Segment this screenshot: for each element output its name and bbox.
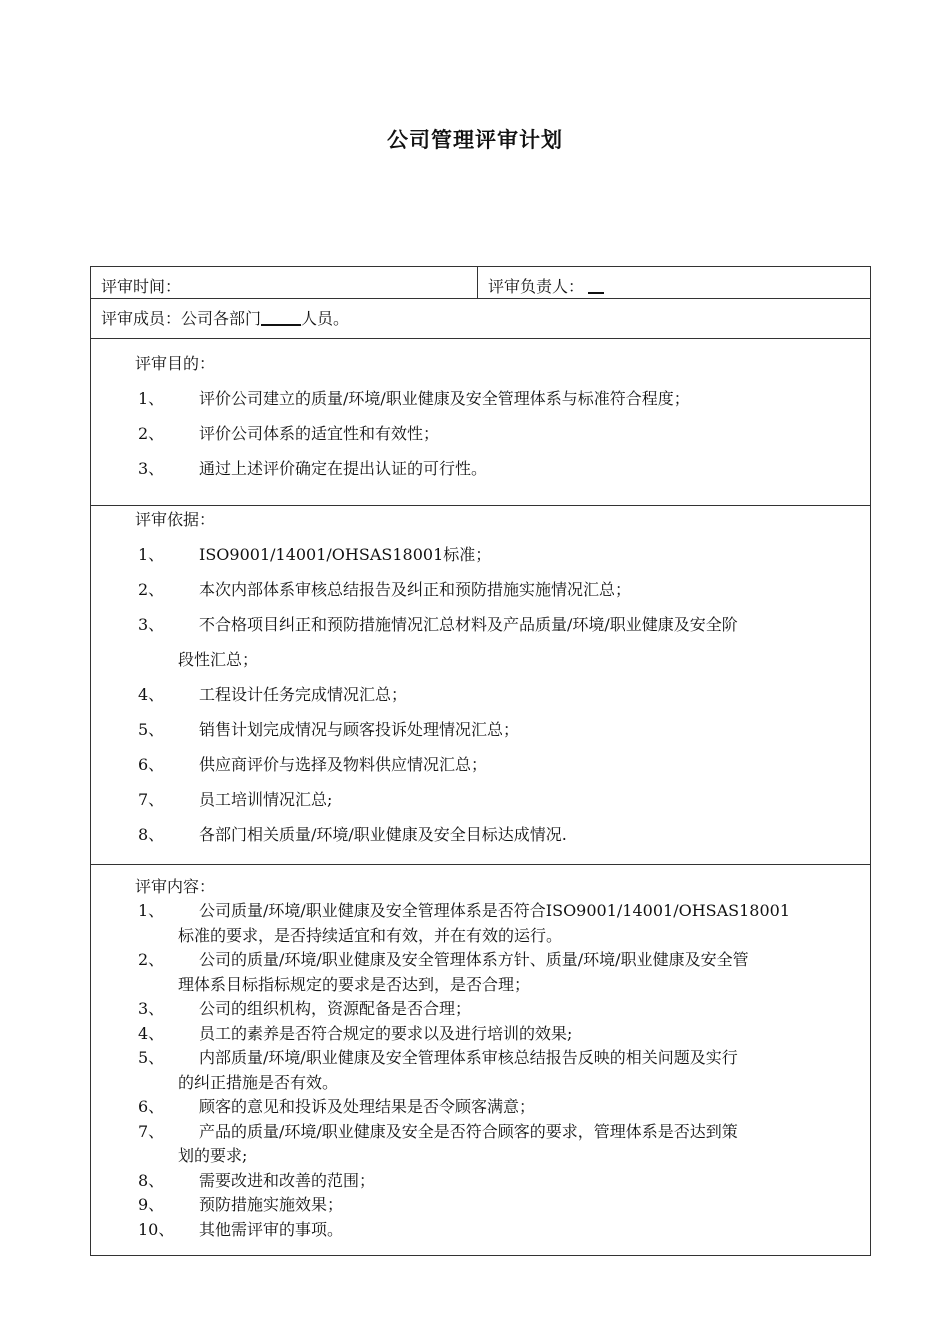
item-text: 需要改进和改善的范围； — [199, 1170, 376, 1190]
list-item — [101, 718, 860, 742]
list-item — [101, 422, 860, 446]
item-number: 3、 — [138, 999, 165, 1018]
review-plan-table — [90, 266, 871, 1256]
list-item — [101, 1218, 860, 1243]
document-title: 公司管理评审计划 — [387, 128, 563, 152]
list-item — [101, 1095, 860, 1120]
list-item — [101, 387, 860, 411]
item-text: 不合格项目纠正和预防措施情况汇总材料及产品质量/环境/职业健康及安全阶 — [199, 615, 738, 634]
list-item — [101, 683, 860, 707]
item-number: 2、 — [138, 424, 165, 443]
list-item — [101, 613, 860, 637]
item-number: 1、 — [138, 901, 165, 920]
members-row — [91, 299, 871, 339]
item-number: 3、 — [138, 615, 165, 634]
item-number: 1、 — [138, 389, 165, 408]
item-number: 7、 — [138, 1121, 165, 1141]
item-text: 评价公司建立的质量/环境/职业健康及安全管理体系与标准符合程度； — [199, 389, 690, 408]
item-text: 评价公司体系的适宜性和有效性； — [199, 424, 440, 443]
item-text: 通过上述评价确定在提出认证的可行性。 — [199, 459, 488, 478]
item-continuation: 划的要求; — [178, 1146, 248, 1165]
review-time-cell — [91, 267, 478, 299]
item-text: 员工的素养是否符合规定的要求以及进行培训的效果; — [199, 1023, 573, 1043]
list-item — [101, 899, 860, 924]
item-text: 工程设计任务完成情况汇总； — [199, 685, 408, 704]
review-owner-cell — [478, 267, 871, 299]
item-number: 7、 — [138, 790, 165, 809]
content-section — [91, 865, 871, 1256]
review-time-label: 评审时间： — [101, 277, 182, 296]
item-number: 2、 — [138, 580, 165, 599]
item-number: 1、 — [138, 545, 165, 564]
item-number: 5、 — [138, 720, 165, 739]
list-item — [101, 1169, 860, 1194]
item-text: 各部门相关质量/环境/职业健康及安全目标达成情况. — [199, 825, 567, 844]
item-text: 供应商评价与选择及物料供应情况汇总； — [199, 755, 488, 774]
list-item — [101, 578, 860, 602]
list-item — [101, 1046, 860, 1071]
item-number: 6、 — [138, 755, 165, 774]
basis-section — [91, 506, 871, 865]
item-number: 5、 — [138, 1048, 165, 1067]
item-text: ISO9001/14001/OHSAS18001标准； — [199, 545, 492, 564]
item-text: 本次内部体系审核总结报告及纠正和预防措施实施情况汇总； — [199, 580, 632, 599]
list-item — [101, 948, 860, 973]
item-number: 6、 — [138, 1097, 165, 1116]
item-number: 8、 — [138, 1170, 165, 1190]
purpose-heading: 评审目的： — [135, 354, 216, 373]
item-text: 公司质量/环境/职业健康及安全管理体系是否符合ISO9001/14001/OHSAS18001 — [199, 901, 791, 920]
owner-blank-line — [588, 276, 604, 294]
list-item — [101, 543, 860, 567]
members-cell — [91, 299, 871, 339]
list-item — [101, 457, 860, 481]
list-item — [101, 997, 860, 1022]
item-number: 4、 — [138, 1023, 165, 1043]
item-number: 8、 — [138, 825, 165, 844]
item-continuation: 理体系目标指标规定的要求是否达到，是否合理； — [178, 974, 531, 994]
members-prefix: 评审成员：公司各部门 — [101, 309, 262, 328]
list-item — [101, 753, 860, 777]
purpose-row — [91, 339, 871, 506]
members-blank-line — [261, 308, 301, 326]
list-item — [101, 1193, 860, 1218]
list-item — [101, 1022, 860, 1047]
review-owner-label: 评审负责人： — [488, 277, 585, 296]
list-item — [101, 1120, 860, 1145]
list-item — [101, 823, 860, 847]
item-text: 销售计划完成情况与顾客投诉处理情况汇总； — [199, 720, 520, 739]
item-text: 产品的质量/环境/职业健康及安全是否符合顾客的要求，管理体系是否达到策 — [199, 1121, 738, 1141]
list-item — [101, 788, 860, 812]
item-number: 2、 — [138, 950, 165, 969]
item-continuation: 标准的要求，是否持续适宜和有效，并在有效的运行。 — [178, 925, 563, 945]
item-text: 预防措施实施效果； — [199, 1195, 344, 1214]
content-row — [91, 865, 871, 1256]
item-text: 顾客的意见和投诉及处理结果是否令顾客满意； — [199, 1097, 536, 1116]
item-continuation: 的纠正措施是否有效。 — [178, 1072, 339, 1092]
item-number: 9、 — [138, 1195, 165, 1214]
item-number: 10、 — [138, 1219, 175, 1239]
content-heading: 评审内容： — [135, 877, 216, 896]
item-continuation: 段性汇总； — [178, 650, 259, 669]
basis-row — [91, 506, 871, 865]
item-text: 其他需评审的事项。 — [199, 1219, 344, 1239]
basis-heading: 评审依据： — [135, 510, 216, 529]
item-text: 公司的质量/环境/职业健康及安全管理体系方针、质量/环境/职业健康及安全管 — [199, 950, 749, 969]
item-number: 3、 — [138, 459, 165, 478]
item-text: 员工培训情况汇总; — [199, 790, 333, 809]
header-row — [91, 267, 871, 299]
members-suffix: 人员。 — [301, 309, 350, 328]
item-text: 公司的组织机构，资源配备是否合理； — [199, 999, 472, 1018]
item-text: 内部质量/环境/职业健康及安全管理体系审核总结报告反映的相关问题及实行 — [199, 1048, 738, 1067]
item-number: 4、 — [138, 685, 165, 704]
purpose-section — [91, 339, 871, 506]
